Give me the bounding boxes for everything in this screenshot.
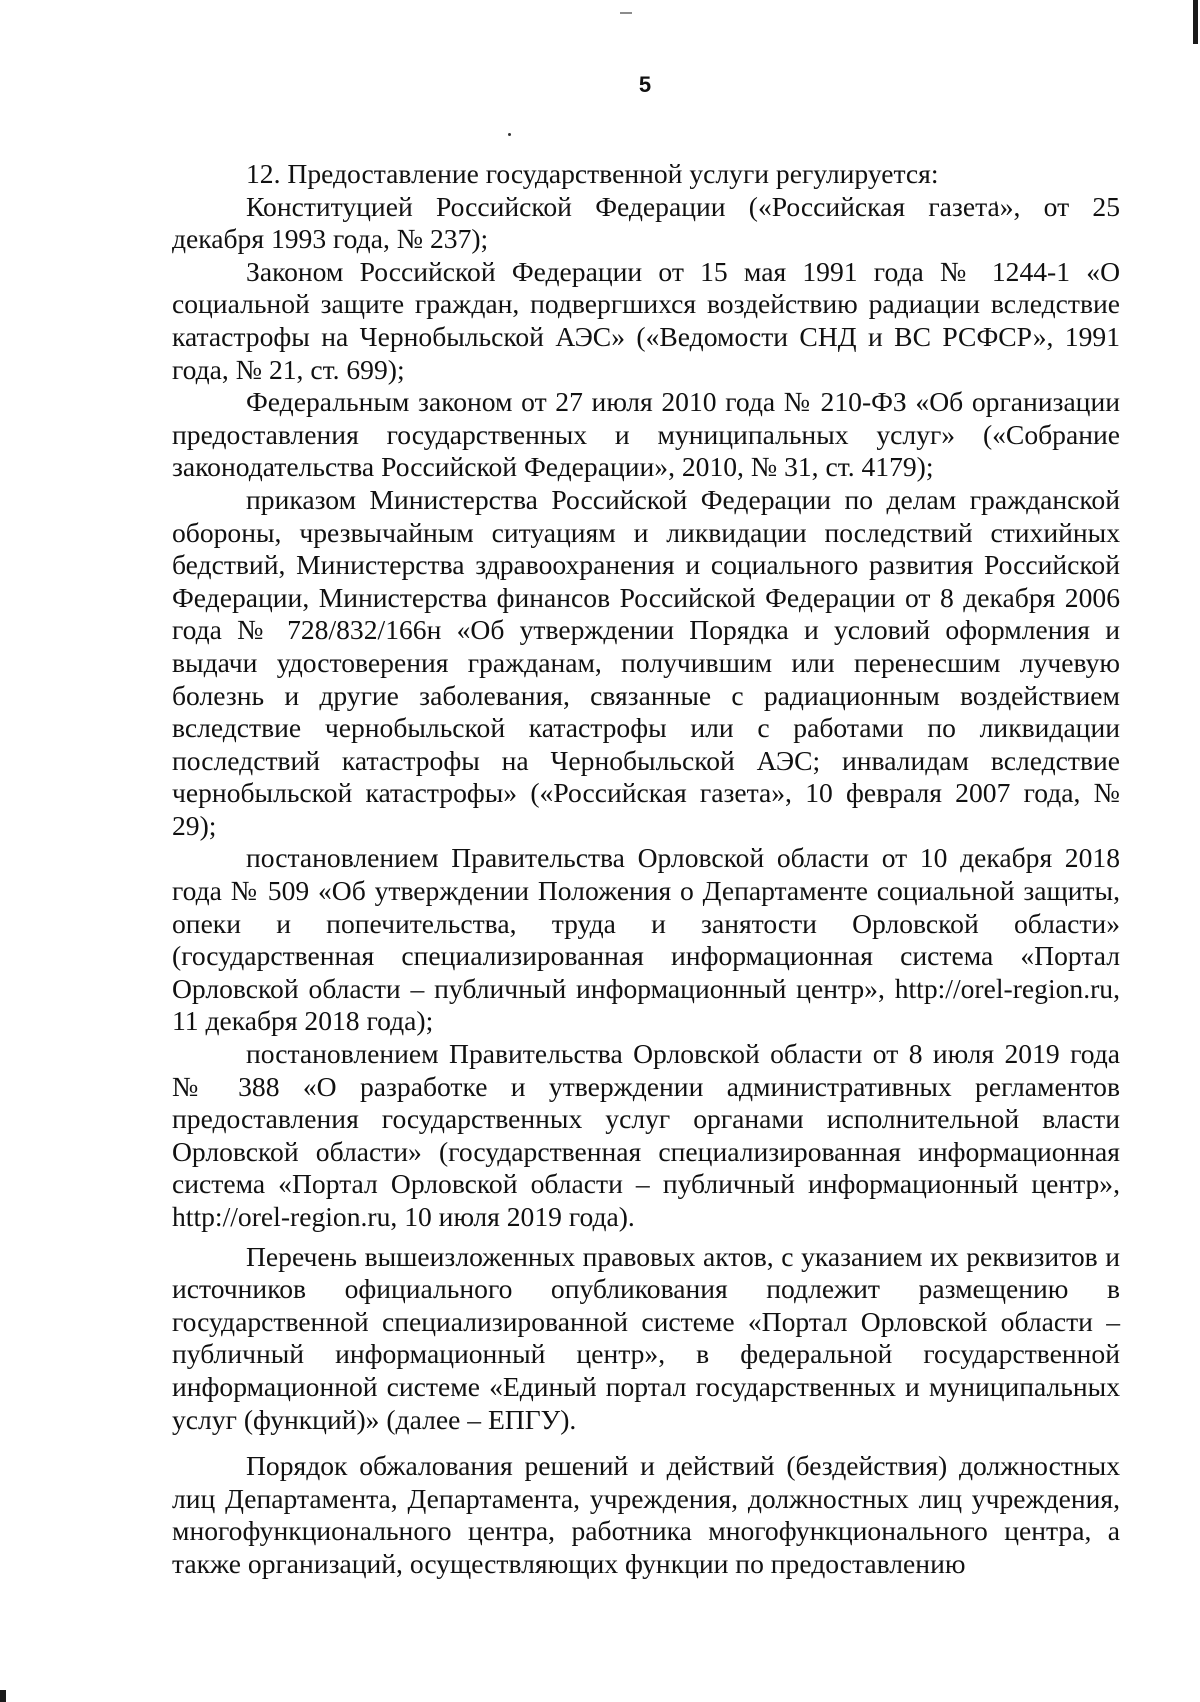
paragraph: постановлением Правительства Орловской области от 10 декабря 2018 года № 509 «Об утверждении Положения о Департаменте социальной защиты, опеки и попечительства, труда и занятости Орловской области» (государственная специализированная информационная система «Портал Орловской области – публичный информационный центр», http://orel-region.ru, 11 декабря 2018 года); [172,842,1120,1037]
document-body [172,158,1120,1581]
paragraph: постановлением Правительства Орловской области от 8 июля 2019 года № 388 «О разработке и утверждении административных регламентов предоставления государственных услуг органами исполнительной власти Орловской области» (государственная специализированная информационная система «Портал Орловской области – публичный информационный центр», http://orel-region.ru, 10 июля 2019 года). [172,1038,1120,1232]
paragraph: Порядок обжалования решений и действий (бездействия) должностных лиц Департамента, Департамента, учреждения, должностных лиц учреждения, многофункционального центра, работника многофункционального центра, а также организаций, осуществляющих функции по предоставлению [172,1450,1120,1579]
scan-speck [508,133,511,136]
paragraph: приказом Министерства Российской Федерации по делам гражданской обороны, чрезвычайным ситуациям и ликвидации последствий стихийных бедствий, Министерства здравоохранения и социального развития Российской Федерации, Министерства финансов Российской Федерации от 8 декабря 2006 года № 728/832/166н «Об утверждении Порядка и условий оформления и выдачи удостоверения гражданам, получившим или перенесшим лучевую болезнь и другие заболевания, связанные с радиационным воздействием вследствие чернобыльской катастрофы или с работами по ликвидации последствий катастрофы на Чернобыльской АЭС; инвалидам вследствие чернобыльской катастрофы» («Российская газета», 10 февраля 2007 года, № 29); [172,483,1120,841]
paragraph: Конституцией Российской Федерации («Российская газета», от 25 декабря 1993 года, № 237); [172,190,1120,255]
scan-mark-left [0,1690,6,1702]
paragraph: Федеральным законом от 27 июля 2010 года № 210-ФЗ «Об организации предоставления государственных и муниципальных услуг» («Собрание законодательства Российской Федерации», 2010, № 31, ст. 4179); [172,386,1120,483]
page-number: 5 [638,72,652,97]
paragraph: Перечень вышеизложенных правовых актов, с указанием их реквизитов и источников официального опубликования подлежит размещению в государственной специализированной системе «Портал Орловской области – публичный информационный центр», в федеральной государственной информационной системе «Единый портал государственных и муниципальных услуг (функций)» (далее – ЕПГУ). [172,1240,1120,1435]
paragraph: 12. Предоставление государственной услуги регулируется: [246,158,939,189]
paragraph: Законом Российской Федерации от 15 мая 1991 года № 1244-1 «О социальной защите граждан, подвергшихся воздействию радиации вследствие катастрофы на Чернобыльской АЭС» («Ведомости СНД и ВС РСФСР», 1991 года, № 21, ст. 699); [172,255,1120,385]
scan-mark-top [620,12,632,14]
scan-mark-right [1193,0,1198,44]
